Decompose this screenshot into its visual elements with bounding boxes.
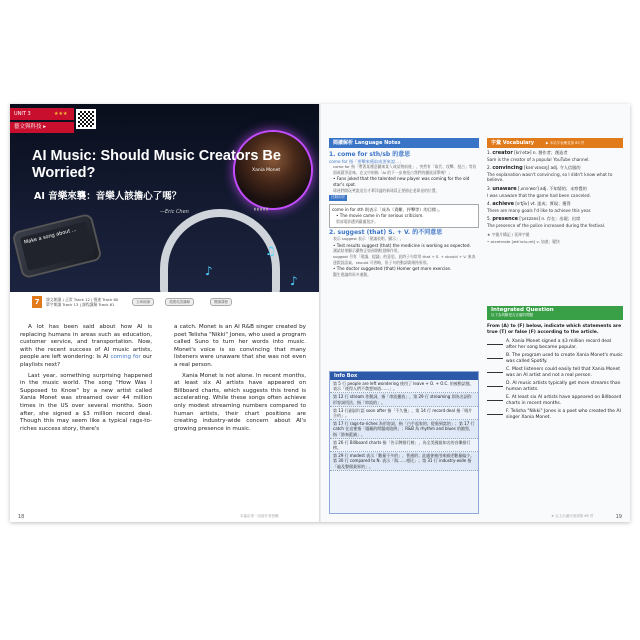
vocab-word: convincing [492,165,523,172]
note-title: 2. suggest (that) S. + V. 的不同意思 [329,228,443,236]
question-item: F. Telisha "Nikki" Jones is a poet who created the AI singer Xania Monet. [487,409,623,421]
magazine-spread [10,104,630,522]
vocabulary-list [487,150,623,245]
note-example: • The doctor suggested (that) Homer get more exercise. [333,266,452,272]
info-row: 第 29 行 modest 表示「數量不多的」，普通的；此處會被用來描述數量偏少。第 30 行 compared to N. 表示「與……相比」；第 31 行 industry-wide 指「遍及整個業界的」。 [330,452,478,471]
note-example-translation: 測試結果顯示藥物正如預期般發揮作用。 [333,248,402,254]
vocab-word: unaware [492,185,517,192]
paragraph: Last year, something surprising happened in the music world. The song "How Was I Supposed to Know" by a new artist called Xania Monet was streamed over 44 million times in the US over several months. Soon after, she signed a $3 million record deal. Though this may seem like a typical rags-to-riches success story, there's [20,372,152,432]
music-note-icon: ♪ [290,274,298,288]
question-item: C. Most listeners could easily tell that Xania Monet was an AI artist and not a real person. [487,367,623,379]
vocab-item: 1. creator [kriˈetɚ] n. 創作者；創造者 Sam is the creator of a popular YouTube channel. [487,150,623,162]
photo-credit: ▮ ▮ ▮ ▮ ▮ [254,207,269,211]
note-example-translation: 球迷們開玩笑說這位才華洋溢的新球員正要搶走老球星的位置。 [333,187,440,193]
language-notes [329,150,479,277]
question-item: D. AI music artists typically get more streams than human artists. [487,381,623,393]
question-instruction: From (A) to (F) below, indicate which statements are true (T) or false (F) according to the article. [487,324,622,335]
left-page [10,104,319,522]
audio-pill[interactable]: 閱讀課程 [210,298,232,306]
page-number: 18 [18,514,25,520]
answer-blank[interactable] [487,395,503,401]
answer-blank[interactable] [487,367,503,373]
info-row: 第 26 行 Billboard charts 指「告示牌排行榜」，為全美國最知名的音樂排行榜。 [330,439,478,452]
audio-pill[interactable]: 美國英語講解 [165,298,194,306]
note-text: suggest 另有「建議、提議」的意思，此時子句常用 that + S. + should + V. 來表達假設語氣，should 可省略，但子句的動詞需維持原形。 [333,253,476,265]
vocab-example: The explanation wasn't convincing, so I didn't know what to believe. [487,171,613,183]
music-note-icon: ♫ [265,244,276,258]
note-text: 表示 suggest 表示「建議表明、顯示」。 [333,236,404,242]
vocabulary-note: ▶ 本站字表參見第 83 頁 [545,141,585,145]
info-box-header: Info Box [330,372,478,380]
compare-box: come in for sth 則表示「成為（責難、抨擊等）的目標」。 • The movie came in for serious criticism. 那部電影遭到嚴厲批評。 [329,204,479,228]
unit-label: UNIT 3 [10,108,74,120]
phone-screen-text: Make a song about ... [20,221,94,270]
vocab-word: presence [492,216,519,223]
article-title: AI Music: Should Music Creators Be Worried? [32,148,281,181]
vocab-item: 4. achieve [əˈtʃiv] vt. 達成；實現；獲得 There are many goals I'd like to achieve this year. [487,201,623,213]
note-example: • Test results suggest (that) the medicine is working as expected. [333,242,471,248]
track-info: 課文朗讀 ) 正常 Track 12 | 慢速 Track 60 單字朗讀 Track 13 | 課程講解 Track 61 [46,297,119,307]
article-subtitle: AI 音樂來襲：音樂人該擔心了嗎？ [34,191,182,202]
vocab-item: 3. unaware [ˌʌnəˈwɛr] adj. 不知情的；未察覺的 I was unaware that the game had been canceled. [487,186,623,198]
integrated-question [487,324,623,423]
headphones-illustration [160,209,280,299]
question-item: E. At least six AI artists have appeared on Billboard charts in recent months. [487,395,623,407]
integrated-question-header: Integrated Question 以下為判斷是否正確的問題 [487,306,623,320]
note-example: • Fans joked that the talented new player was coming for the old star's spot. [333,176,470,187]
vocab-example: The presence of the police increased during the festival. [487,222,606,228]
info-row: 第 12 行 stream 作動詞，指「串流播放」，第 29 行 streaming 則為名詞作形容詞用法，指「串流的」。 [330,393,478,406]
difficulty-dots: ★★★ [54,111,68,117]
hero-banner [10,104,319,304]
answer-blank[interactable] [487,353,503,359]
right-page [321,104,630,522]
vocab-extra: • accelerate [ækˈsɛləˌret] v. 加速；變快 [487,239,560,245]
note-title: 1. come for sth/sb 的意思 [329,151,411,158]
highlighted-phrase: coming for [110,354,141,361]
info-row: 第 5 行 people are left wondering 使用了 leave + O. + O.C. 的被動語態，表示「使得人們不禁想知道……」。 [330,380,478,393]
paragraph: A lot has been said about how AI is replacing humans in areas such as education, customer service, and transportation. Now, with the recent success of AI music artists, people are left wondering: Is AI coming for our playlists next? [20,324,152,368]
note-subtitle: come for 指「要擊來獲取或要來說…」 [329,158,404,164]
info-box [329,371,479,514]
article-author: —Eric Chen [160,209,189,215]
vocab-extra-label: ★ 字彙片構記 / 延伸字彙 [487,231,530,237]
paragraph: Xania Monet is not alone. In recent months, at least six AI artists have appeared on Billboard charts, which suggests this trend is accelerating. While these songs often achieve only modest streaming numbers compared to human artists, their chart positions are creating industry-wide concern about AI's growing presence in music. [174,372,306,432]
note-example-translation: 醫生建議荷馬多運動。 [333,271,371,277]
vocab-example: I was unaware that the game had been canceled. [487,192,591,198]
question-item: A. Xania Monet signed a $3 million record deal after her song became popular. [487,339,623,351]
answer-blank[interactable] [487,409,503,415]
compare-tag: 比較用法 [331,195,346,200]
note-text: come for 指「帶著某種意圖來某人或某物前進」，突然有「取代、攻擊、侵占」等負面或競爭意味，在文中則指「AI 的下一步會侵占我們的播放清單嗎？」 [333,164,477,175]
answer-blank[interactable] [487,381,503,387]
page-footer: ★ 以上出處可查詢第 65 頁 [551,514,594,518]
language-notes-header: 閱讀解析 Language Notes [329,138,479,148]
vocab-example: There are many goals I'd like to achieve this year. [487,207,592,213]
vocab-item: 2. convincing [kənˈvɪnsɪŋ] adj. 令人信服的 The explanation wasn't convincing, so I didn't know what to believe. [487,165,623,183]
vocab-item: 5. presence [ˈprɛzəns] n. 存在；出現；出席 The presence of the police increased during the festival. [487,216,623,228]
page-number: 19 [615,514,622,520]
track-number-badge: 7 [32,296,42,308]
vocab-word: achieve [492,201,514,208]
question-item: B. The program used to create Xania Monet's music was called Spotify. [487,353,623,365]
info-row: 第 13 行副詞片語 soon after 指「不久後」，第 14 行 record deal 指「唱片合約」。 [330,407,478,420]
vocab-example: Sam is the creator of a popular YouTube channel. [487,156,590,162]
portrait-caption: Xania Monet [252,168,281,173]
vocab-word: creator [492,150,513,156]
answer-blank[interactable] [487,339,503,345]
qr-code-icon[interactable] [76,109,96,129]
paragraph: a catch. Monet is an AI R&B singer created by poet Telisha "Nikki" Jones, who used a program called Suno to turn her words into music. Monet's voice is so convincing that many listeners were unaware that she was not even a real person. [174,324,306,368]
page-footer: 本篇由第一詞曲作者授權 [240,514,279,518]
info-row: 第 17 行 rags-to-riches 為形容詞，指「白手起家的；從窮到富的」；第 17 行 catch 在這裡指「隱藏的問題或陷阱」；R&B 為 rhythm and blues 的縮寫，指「節奏藍調」。 [330,420,478,439]
music-note-icon: ♪ [205,264,213,278]
article-column-2 [174,324,306,436]
section-label: 藝文與科技 ▸ [10,122,74,133]
smartphone-illustration [14,215,100,277]
article-column-1 [20,324,152,436]
vocabulary-header: 字彙 Vocabulary ▶ 本站字表參見第 83 頁 [487,138,623,148]
audio-pill[interactable]: 文章朗讀 [132,298,154,306]
